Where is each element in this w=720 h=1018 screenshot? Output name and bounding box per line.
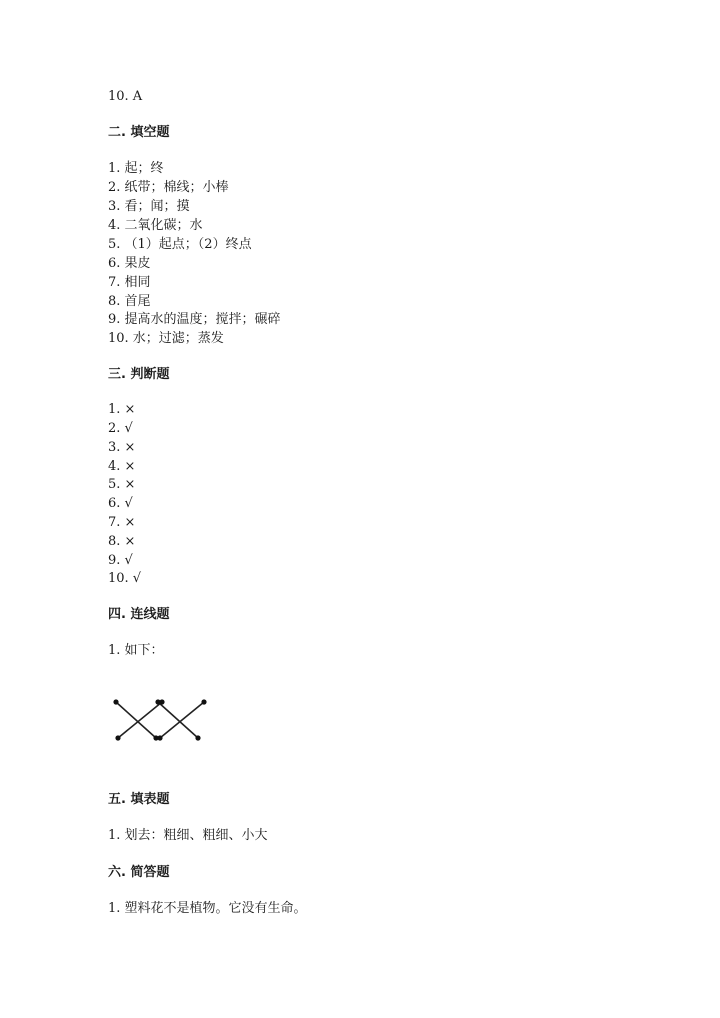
fill-in-answer-7: 7. 相同 [108, 275, 151, 290]
matching-line-4 [160, 702, 204, 738]
matching-line-1 [116, 702, 156, 738]
fill-in-answer-8: 8. 首尾 [108, 294, 151, 309]
matching-lines-diagram [104, 692, 214, 748]
fill-in-answer-9: 9. 提高水的温度；搅拌；碾碎 [108, 312, 281, 327]
fill-in-answer-4: 4. 二氧化碳；水 [108, 218, 203, 233]
true-false-answer-5: 5. × [108, 477, 136, 492]
fill-in-answer-1: 1. 起；终 [108, 161, 164, 176]
matching-dot [195, 735, 200, 740]
true-false-answer-3: 3. × [108, 440, 136, 455]
fill-in-answer-3: 3. 看；闻；摸 [108, 199, 190, 214]
true-false-answer-8: 8. × [108, 534, 136, 549]
fill-in-answer-10: 10. 水；过滤；蒸发 [108, 331, 224, 346]
fill-in-answer-6: 6. 果皮 [108, 256, 151, 271]
matching-line-3 [118, 702, 162, 738]
matching-line-2 [158, 702, 198, 738]
section-true-false-title: 三. 判断题 [108, 367, 170, 382]
true-false-answer-9: 9. √ [108, 553, 133, 568]
true-false-answer-7: 7. × [108, 515, 136, 530]
short-answer-1: 1. 塑料花不是植物。它没有生命。 [108, 901, 307, 916]
fill-in-answer-2: 2. 纸带；棉线；小棒 [108, 180, 229, 195]
true-false-answer-1: 1. × [108, 402, 136, 417]
choice-answer-10: 10. A [108, 89, 143, 104]
true-false-answer-6: 6. √ [108, 496, 133, 511]
section-short-answer-title: 六. 简答题 [108, 865, 170, 880]
matching-dot [115, 735, 120, 740]
section-fill-in-title: 二. 填空题 [108, 125, 170, 140]
true-false-answer-2: 2. √ [108, 421, 133, 436]
matching-dot [157, 735, 162, 740]
matching-dot [113, 699, 118, 704]
matching-answer-1: 1. 如下： [108, 643, 164, 658]
table-answer-1: 1. 划去：粗细、粗细、小大 [108, 828, 268, 843]
true-false-answer-4: 4. × [108, 459, 136, 474]
section-matching-title: 四. 连线题 [108, 607, 170, 622]
matching-dot [201, 699, 206, 704]
true-false-answer-10: 10. √ [108, 571, 142, 586]
section-table-title: 五. 填表题 [108, 792, 170, 807]
fill-in-answer-5: 5. （1）起点；（2）终点 [108, 237, 252, 252]
matching-dot [159, 699, 164, 704]
